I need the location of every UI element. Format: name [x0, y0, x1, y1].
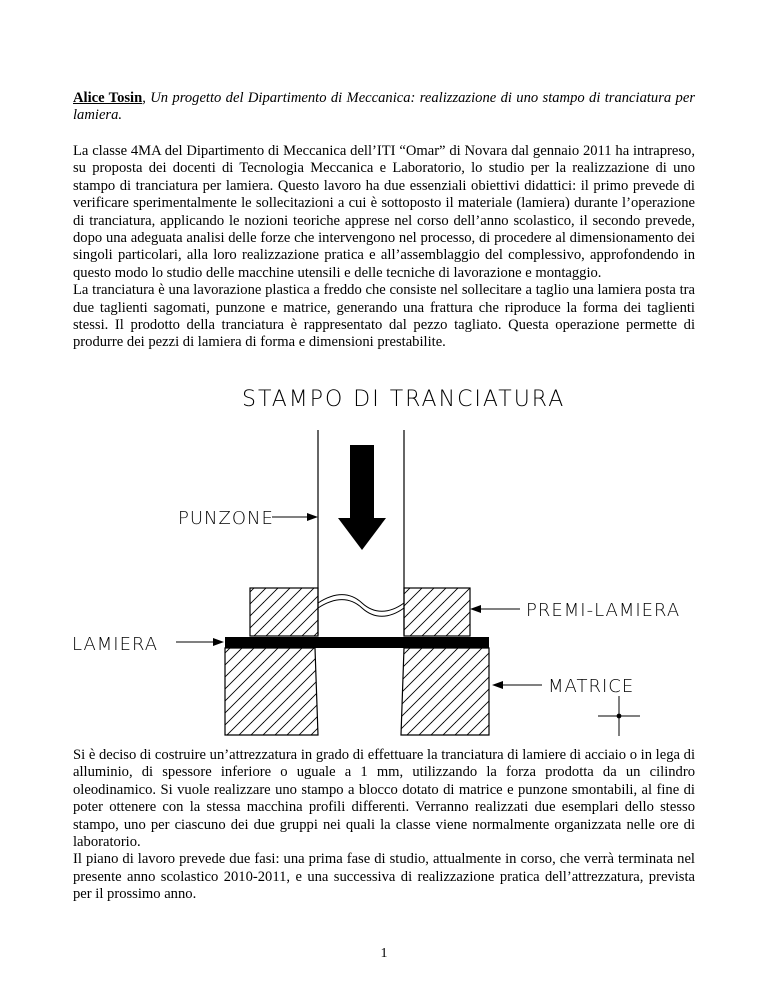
label-premi-lamiera: PREMI-LAMIERA [526, 600, 681, 621]
crosshair-icon [598, 696, 640, 736]
sheet-metal [225, 637, 489, 648]
label-punzone: PUNZONE [178, 508, 274, 529]
premi-lamiera-pointer [470, 605, 520, 613]
heading-separator: , [142, 90, 151, 106]
die-right [401, 648, 489, 735]
intro-text [73, 143, 695, 352]
author-name: Alice Tosin [73, 90, 143, 106]
paragraph-definition: La tranciatura è una lavorazione plastica a freddo che consiste nel sollecitare a taglio una lamiera posta tra due taglienti sagomati, punzone e matrice, generando una frattura che riproduce la forma dei taglienti stessi. Il prodotto della tranciatura è rappresentato dal pezzo tagliato. Questa operazione permette di produrre dei pezzi di lamiera di forma e dimensioni prestabilite. [73, 282, 695, 351]
article-heading [73, 90, 695, 125]
lamiera-pointer [176, 638, 224, 646]
body-text [73, 747, 695, 904]
paragraph-equipment: Si è deciso di costruire un’attrezzatura in grado di effettuare la tranciatura di lamiere di acciaio o in lega di alluminio, di spessore inferiore o uguale a 1 mm, utilizzando la forza prodotta da un cilindro oleodinamico. Si vuole realizzare uno stampo a blocco dotato di matrice e punzone smontabili, al fine di poter ottenere con la stessa macchina profili differenti. Verranno realizzati due esemplari dello stesso stampo, uno per ciascuno dei due gruppi nei quali la classe viene normalmente organizzata nelle ore di laboratorio. [73, 747, 695, 851]
blank-holder-left [250, 588, 318, 636]
article-title: Un progetto del Dipartimento di Meccanica: realizzazione di uno stampo di tranciatura per lamiera. [73, 90, 696, 124]
page-number: 1 [380, 946, 388, 961]
label-lamiera: LAMIERA [72, 634, 159, 655]
die-diagram [60, 350, 708, 740]
label-matrice: MATRICE [548, 676, 635, 697]
paragraph-work-plan: Il piano di lavoro prevede due fasi: una prima fase di studio, attualmente in corso, che verrà terminata nel presente anno scolastico 2010-2011, e una successiva di realizzazione pratica dell’attrezzatura, prevista per il prossimo anno. [73, 851, 695, 903]
diagram-title: STAMPO DI TRANCIATURA [242, 387, 566, 412]
matrice-pointer [492, 681, 542, 689]
blank-holder-right [404, 588, 470, 636]
punzone-pointer [272, 513, 318, 521]
paragraph-objectives: La classe 4MA del Dipartimento di Meccanica dell’ITI “Omar” di Novara dal gennaio 2011 ha intrapreso, su proposta dei docenti di Tecnologia Meccanica e Laboratorio, lo studio per la realizzazione di uno stampo di tranciatura per lamiera. Questo lavoro ha due essenziali obiettivi didattici: il primo prevede di verificare sperimentalmente le sollecitazioni a cui è sottoposto il materiale (lamiera) durante l’operazione di tranciatura, applicando le nozioni teoriche apprese nel corso dell’anno scolastico, il secondo prevede, dopo una adeguata analisi delle forze che intervengono nel processo, di procedere al dimensionamento dei singoli particolari, alla loro realizzazione pratica e all’assemblaggio del complessivo, approfondendo in questo modo lo studio delle macchine utensili e delle tecniche di lavorazione e montaggio. [73, 143, 695, 281]
force-arrow-icon [338, 445, 386, 550]
punch-break-line [318, 595, 404, 612]
die-left [225, 648, 318, 735]
